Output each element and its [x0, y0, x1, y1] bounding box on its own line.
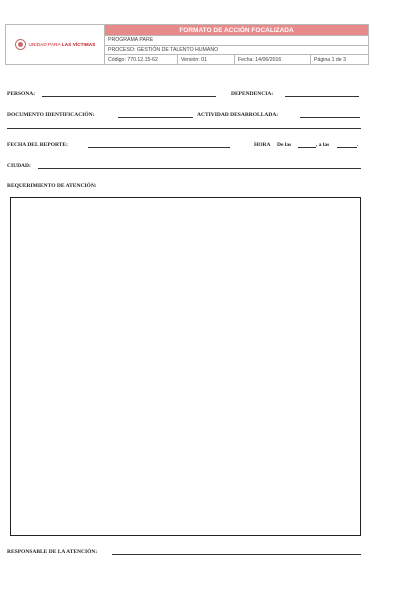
- persona-field[interactable]: [42, 96, 216, 97]
- logo-text: UNIDAD PARA LAS VÍCTIMAS: [28, 42, 96, 47]
- responsable-field[interactable]: [112, 554, 361, 555]
- a-las-label: , a las: [316, 142, 330, 148]
- actividad-field-line-2[interactable]: [7, 128, 361, 129]
- program-label: PROGRAMA PARE: [105, 35, 368, 45]
- requerimiento-textarea[interactable]: [10, 197, 361, 536]
- hora-desde-field[interactable]: [298, 147, 316, 148]
- actividad-label: ACTIVIDAD DESARROLLADA:: [197, 112, 279, 118]
- documento-label: DOCUMENTO IDENTIFICACIÓN:: [7, 112, 95, 118]
- seal-icon: [15, 39, 26, 50]
- doc-info-row: [105, 54, 368, 64]
- page-cell: Página 1 de 3: [314, 56, 347, 63]
- documento-field[interactable]: [118, 117, 193, 118]
- actividad-field[interactable]: [300, 117, 360, 118]
- dependencia-label: DEPENDENCIA:: [231, 91, 274, 97]
- persona-label: PERSONA:: [7, 91, 36, 97]
- requerimiento-label: REQUERIMIENTO DE ATENCIÓN:: [7, 183, 97, 189]
- hora-end-dot: .: [357, 142, 359, 148]
- hora-hasta-field[interactable]: [337, 147, 357, 148]
- dependencia-field[interactable]: [285, 96, 359, 97]
- responsable-label: RESPONSABLE DE LA ATENCIÓN:: [7, 549, 98, 555]
- document-header: [5, 24, 369, 65]
- process-label: PROCESO: GESTIÓN DE TALENTO HUMANO: [105, 45, 368, 55]
- logo: [6, 25, 105, 64]
- header-meta: [105, 25, 368, 64]
- fecha-reporte-field[interactable]: [88, 147, 230, 148]
- hora-label: HORA: [254, 142, 271, 148]
- date-cell: Fecha: 14/06/2016: [235, 55, 311, 64]
- ciudad-label: CIUDAD:: [7, 163, 31, 169]
- code-cell: Código: 770.12.15-62: [105, 55, 178, 64]
- fecha-reporte-label: FECHA DEL REPORTE:: [7, 142, 68, 148]
- ciudad-field[interactable]: [38, 168, 361, 169]
- form-title: FORMATO DE ACCIÓN FOCALIZADA: [105, 25, 368, 35]
- de-las-label: De las: [277, 142, 292, 148]
- version-cell: Versión: 01: [178, 55, 235, 64]
